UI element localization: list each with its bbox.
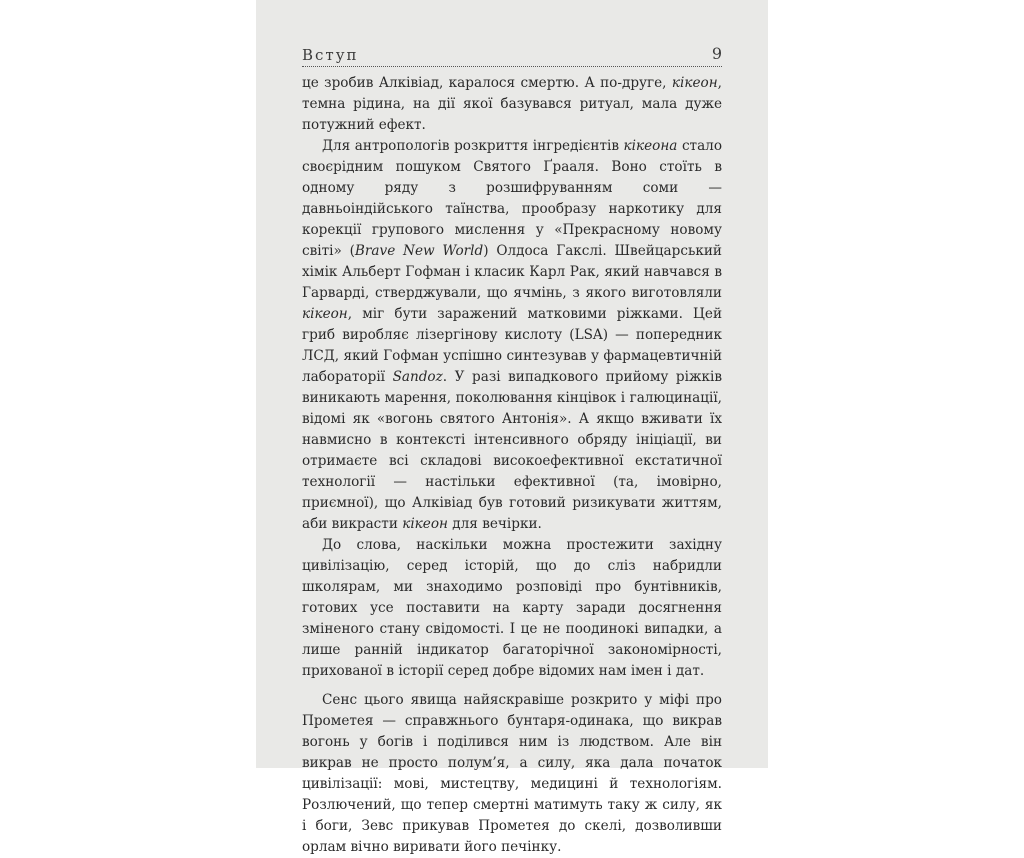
running-title: Вступ — [302, 46, 359, 64]
text-run: для вечірки. — [447, 516, 542, 532]
body-text — [302, 73, 722, 858]
text-run: . У разі випадкового прийому ріжків виникають марення, поколювання кінцівок і галюцинації, відомі як «вогонь святого Антонія». А якщо вживати їх навмисно в контексті інтенсивного обряду ініціації, ви отримаєте всі складові високоефективної екстатичної технології — настільки ефективної (та, імовірно, приємної), що Алківіад був готовий ризикувати життям, аби викрасти — [302, 369, 722, 532]
running-header — [302, 42, 722, 64]
page-number: 9 — [711, 44, 722, 63]
text-run: , міг бути заражений матковими ріжками. Цей гриб виробляє лізергінову кислоту (LSA) — попередник ЛСД, який Гофман успішно синтезував у фармацевтичній лабораторії — [302, 306, 722, 385]
italic-text: кікеон — [402, 516, 448, 532]
paragraph-1 — [302, 73, 722, 136]
italic-text: кікеона — [623, 138, 678, 154]
text-run: Сенс цього явища найяскравіше розкрито у міфі про Прометея — справжнього бунтаря-одинака, що викрав вогонь у богів і поділився ним із людством. Але він викрав не просто полум’я, а силу, яка дала початок цивілізації: мові, мистецтву, медицині й технологіям. Розлючений, що тепер смертні матимуть таку ж силу, як і боги, Зевс прикував Прометея до скелі, дозволивши орлам вічно виривати його печінку. — [302, 692, 722, 855]
italic-text: кікеон — [302, 306, 348, 322]
text-run: Для антропологів розкриття інгредієнтів — [322, 138, 624, 154]
italic-text: Brave New World — [354, 243, 484, 259]
paragraph-4 — [302, 690, 722, 858]
header-rule — [302, 66, 722, 67]
text-run: До слова, наскільки можна простежити західну цивілізацію, серед історій, що до сліз набридли школярам, ми знаходимо розповіді про бунтівників, готових усе поставити на карту заради досягнення зміненого стану свідомості. І це не поодинокі випадки, а лише ранній індикатор багаторічної закономірності, прихованої в історії серед добре відомих нам імен і дат. — [302, 537, 722, 679]
italic-text: Sandoz — [392, 369, 443, 385]
paragraph-2 — [302, 136, 722, 535]
text-run: , темна рідина, на дії якої базувався ритуал, мала дуже потужний ефект. — [302, 75, 722, 133]
text-run: ) Олдоса Гакслі. Швейцарський хімік Альберт Гофман і класик Карл Рак, який навчався в Гарварді, стверджували, що ячмінь, з якого виготовляли — [302, 243, 722, 301]
paragraph-3 — [302, 535, 722, 682]
text-run: стало своєрідним пошуком Святого Ґрааля. Воно стоїть в одному ряду з розшифруванням соми — давньоіндійського таїнства, прообразу наркотику для корекції групового мислення у «Прекрасному новому світі» ( — [302, 138, 722, 259]
italic-text: кікеон — [671, 75, 718, 91]
text-run: це зробив Алківіад, каралося смертю. А по-друге, — [302, 75, 672, 91]
book-page — [256, 0, 768, 855]
